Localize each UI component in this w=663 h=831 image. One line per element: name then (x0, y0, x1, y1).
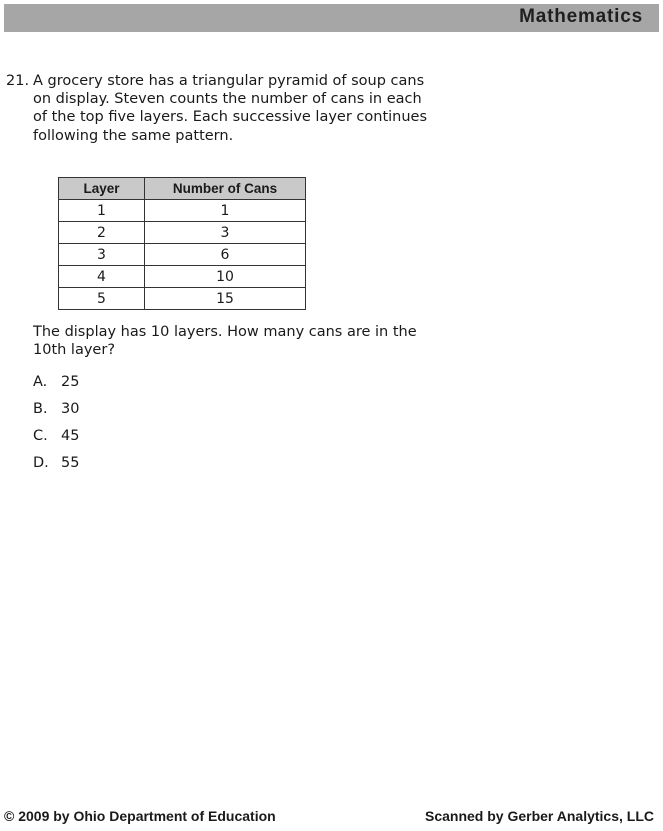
table-cell-layer: 3 (59, 244, 145, 266)
layer-table (58, 177, 306, 310)
question-stem: A grocery store has a triangular pyramid of soup cans on display. Steven counts the number of cans in each of the top five layers. Each successive layer continues following the same pattern. (33, 73, 428, 144)
copyright-notice: © 2009 by Ohio Department of Education (4, 808, 276, 824)
table-row (59, 222, 306, 244)
table-header-layer: Layer (59, 178, 145, 200)
table-row (59, 266, 306, 288)
choice-letter: C. (33, 428, 48, 444)
choice-value: 25 (61, 374, 80, 390)
table-cell-cans: 6 (145, 244, 306, 266)
table-cell-layer: 2 (59, 222, 145, 244)
table-row (59, 200, 306, 222)
choice-letter: D. (33, 455, 49, 471)
table-cell-layer: 5 (59, 288, 145, 310)
choice-c[interactable] (33, 427, 79, 454)
table-cell-layer: 4 (59, 266, 145, 288)
table-cell-layer: 1 (59, 200, 145, 222)
choice-d[interactable] (33, 454, 79, 481)
choice-letter: A. (33, 374, 48, 390)
question-number: 21. (6, 73, 30, 89)
choice-value: 55 (61, 455, 80, 471)
table-row (59, 288, 306, 310)
page-title: Mathematics (519, 6, 643, 27)
question-prompt: The display has 10 layers. How many cans are in the 10th layer? (33, 324, 417, 359)
table-row (59, 244, 306, 266)
table-header-row (59, 178, 306, 200)
scanned-by-notice: Scanned by Gerber Analytics, LLC (425, 808, 654, 824)
choice-b[interactable] (33, 400, 79, 427)
table-cell-cans: 10 (145, 266, 306, 288)
header-bar (4, 4, 659, 32)
choice-letter: B. (33, 401, 48, 417)
table-header-cans: Number of Cans (145, 178, 306, 200)
choice-value: 30 (61, 401, 80, 417)
table-cell-cans: 1 (145, 200, 306, 222)
table-cell-cans: 15 (145, 288, 306, 310)
choice-a[interactable] (33, 373, 79, 400)
table-cell-cans: 3 (145, 222, 306, 244)
answer-choices (33, 373, 79, 481)
choice-value: 45 (61, 428, 80, 444)
